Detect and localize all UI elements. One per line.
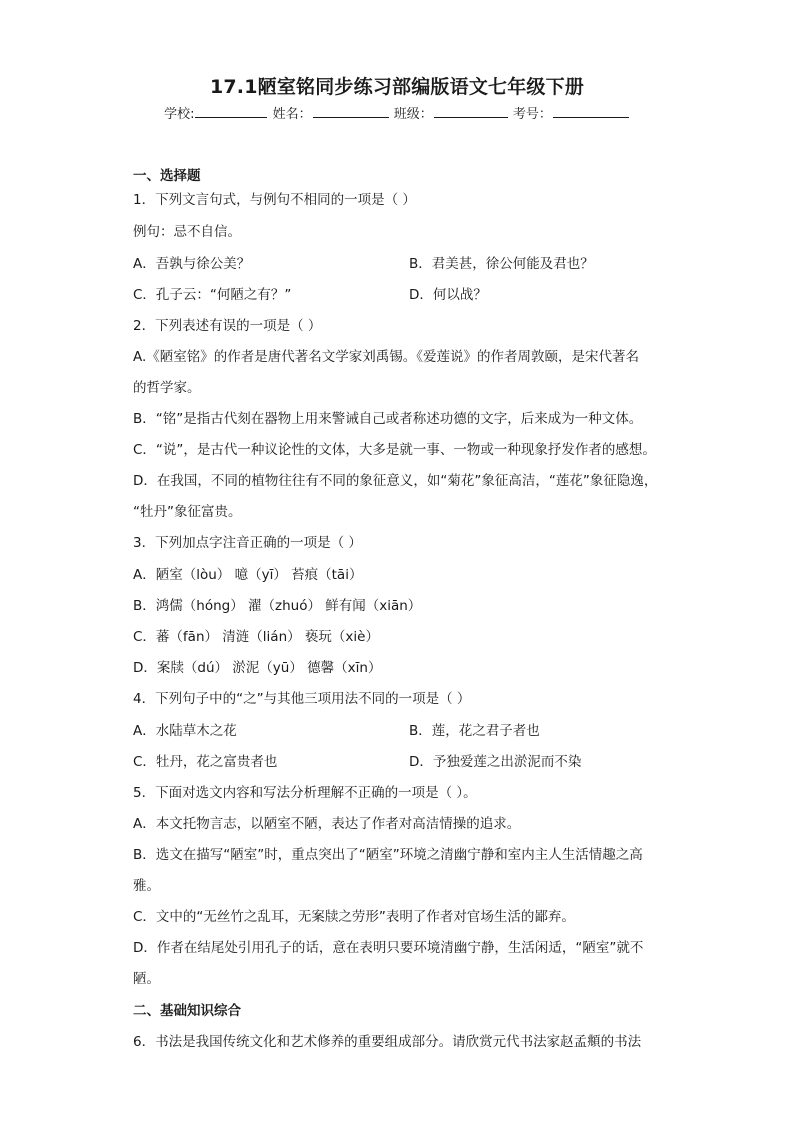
- q1-example: 例句：忌不自信。: [133, 224, 241, 240]
- q5-option-b-line2: 雅。: [133, 878, 160, 894]
- section-title-basics: 二、基础知识综合: [133, 1003, 241, 1019]
- q5-option-b-line1: B．选文在描写“陋室”时，重点突出了“陋室”环境之清幽宁静和室内主人生活情趣之高: [133, 847, 643, 863]
- q4-option-c: C．牡丹，花之富贵者也: [133, 754, 278, 770]
- q1-option-d: D．何以战？: [409, 287, 487, 303]
- q4-options-row-2: [133, 752, 673, 772]
- q5-option-d-line1: D．作者在结尾处引用孔子的话，意在表明只要环境清幽宁静，生活闲适，“陋室”就不: [133, 940, 644, 956]
- q2-option-d-line1: D．在我国，不同的植物往往有不同的象征意义，如“菊花”象征高洁，“莲花”象征隐逸，: [133, 473, 658, 489]
- q5-stem: 5．下面对选文内容和写法分析理解不正确的一项是（ ）。: [133, 785, 477, 801]
- q2-option-c: C．“说”，是古代一种议论性的文体，大多是就一事、一物或一种现象抒发作者的感想。: [133, 442, 656, 458]
- q5-option-c: C．文中的“无丝竹之乱耳，无案牍之劳形”表明了作者对官场生活的鄙弃。: [133, 909, 575, 925]
- q1-option-c: C．孔子云：“何陋之有？”: [133, 287, 292, 303]
- student-info-row: [0, 103, 794, 122]
- q1-options-row-1: [133, 254, 673, 274]
- q5-option-a: A．本文托物言志，以陋室不陋，表达了作者对高洁情操的追求。: [133, 816, 521, 832]
- q2-option-a-line2: 的哲学家。: [133, 380, 201, 396]
- q3-option-d: D．案牍（dú） 淤泥（yū） 德馨（xīn）: [133, 660, 382, 676]
- q2-stem: 2．下列表述有误的一项是（ ）: [133, 318, 322, 334]
- q2-option-b: B．“铭”是指古代刻在器物上用来警诫自己或者称述功德的文字，后来成为一种文体。: [133, 411, 643, 427]
- page-title: 17.1陋室铭同步练习部编版语文七年级下册: [209, 76, 585, 98]
- q4-option-b: B．莲，花之君子者也: [409, 723, 540, 739]
- q4-option-d: D．予独爱莲之出淤泥而不染: [409, 754, 582, 770]
- id-label: 考号：: [512, 107, 552, 122]
- school-label: 学校:: [164, 107, 195, 122]
- school-blank[interactable]: [195, 105, 267, 118]
- q5-option-d-line2: 陋。: [133, 971, 160, 987]
- q3-option-a: A．陋室（lòu） 噫（yī） 苔痕（tāi）: [133, 567, 363, 583]
- q2-option-a-line1: A.《陋室铭》的作者是唐代著名文学家刘禹锡。《爱莲说》的作者周敦颐，是宋代著名: [133, 349, 640, 365]
- name-blank[interactable]: [313, 105, 389, 118]
- q6-stem: 6．书法是我国传统文化和艺术修养的重要组成部分。请欣赏元代书法家赵孟頫的书法: [133, 1034, 642, 1050]
- class-label: 班级：: [393, 107, 433, 122]
- section-title-choice: 一、选择题: [133, 168, 201, 184]
- name-label: 姓名：: [272, 107, 312, 122]
- q4-stem: 4．下列句子中的“之”与其他三项用法不同的一项是（ ）: [133, 691, 471, 707]
- q3-stem: 3．下列加点字注音正确的一项是（ ）: [133, 535, 362, 551]
- q1-options-row-2: [133, 285, 673, 305]
- q4-option-a: A．水陆草木之花: [133, 723, 237, 739]
- q1-option-a: A．吾孰与徐公美？: [133, 256, 251, 272]
- q3-option-c: C．蕃（fān） 清涟（lián） 亵玩（xiè）: [133, 629, 379, 645]
- id-blank[interactable]: [553, 105, 629, 118]
- q2-option-d-line2: “牡丹”象征富贵。: [133, 504, 242, 520]
- q1-option-b: B．君美甚，徐公何能及君也？: [409, 256, 594, 272]
- q1-stem: 1．下列文言句式，与例句不相同的一项是（ ）: [133, 192, 416, 208]
- q3-option-b: B．鸿儒（hóng） 濯（zhuó） 鲜有闻（xiān）: [133, 598, 422, 614]
- class-blank[interactable]: [434, 105, 508, 118]
- q4-options-row-1: [133, 721, 673, 741]
